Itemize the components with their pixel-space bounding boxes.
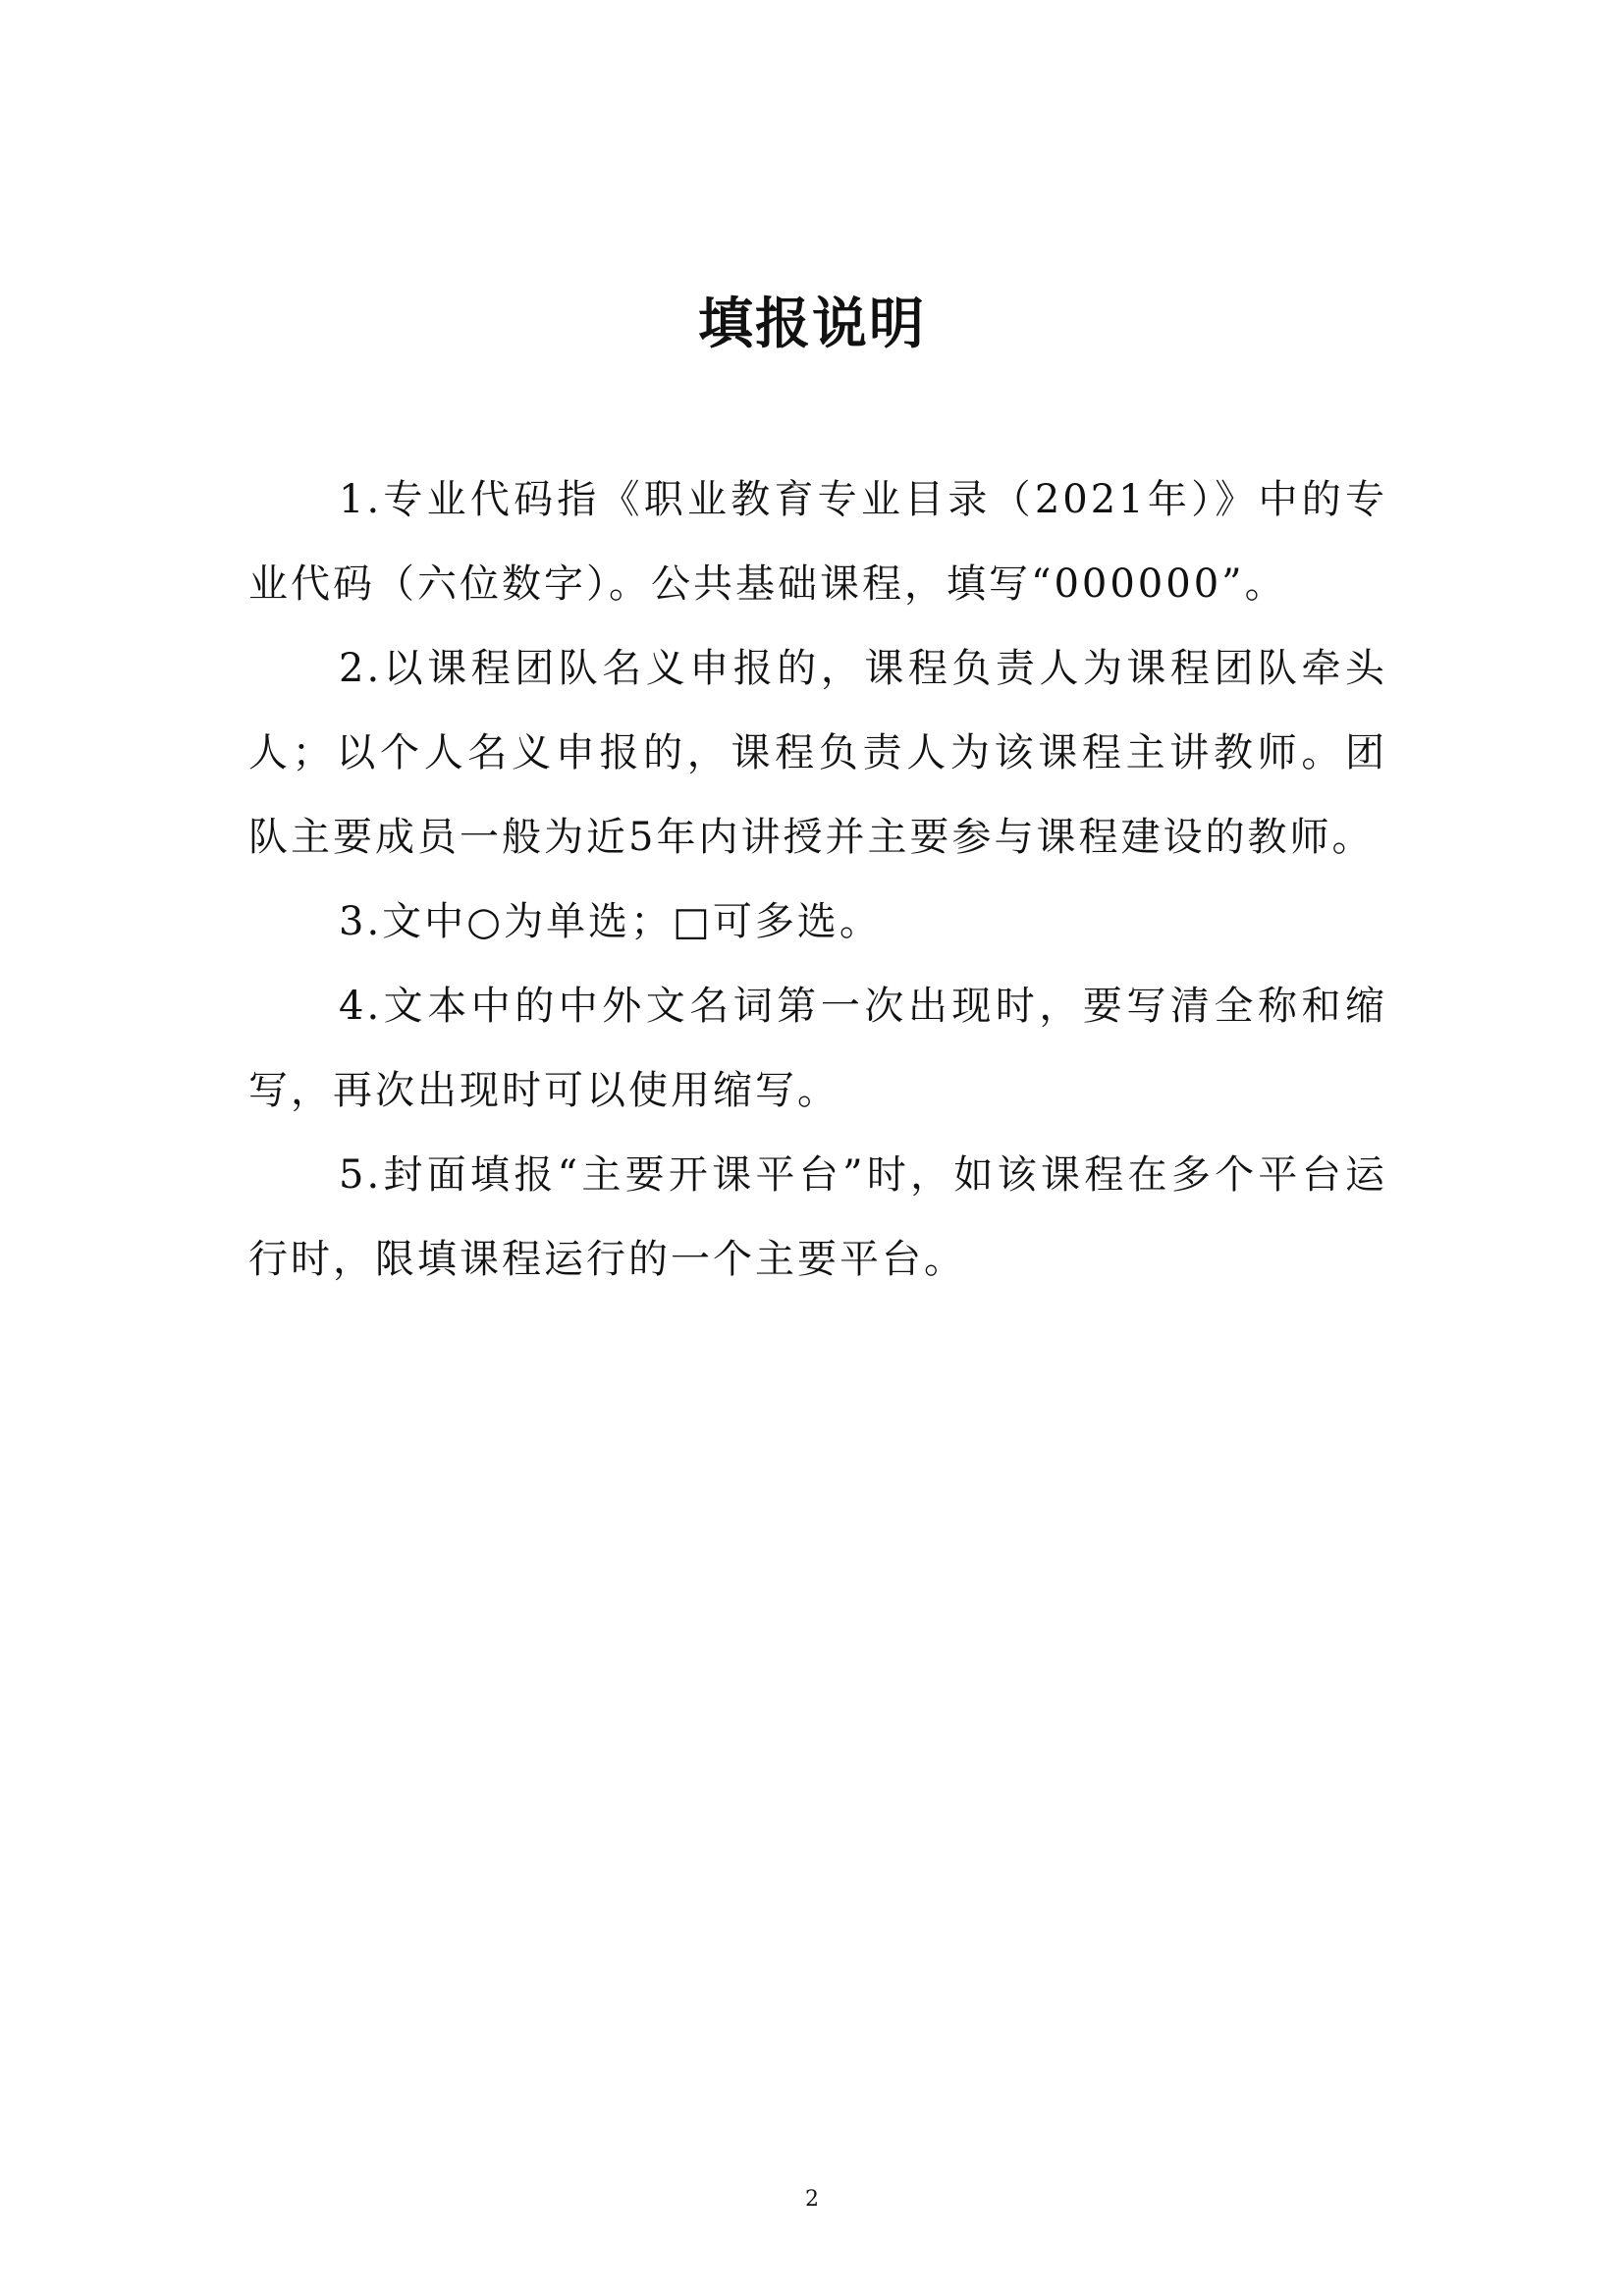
instruction-item-1: 1.专业代码指《职业教育专业目录（2021年）》中的专业代码（六位数字）。公共基础课程，填写“000000”。 bbox=[248, 477, 1387, 607]
instructions-body bbox=[248, 457, 1387, 1302]
instruction-item-3: 3.文中○为单选；□可多选。 bbox=[339, 899, 882, 944]
instruction-item-5: 5.封面填报“主要开课平台”时，如该课程在多个平台运行时，限填课程运行的一个主要平台。 bbox=[248, 1152, 1387, 1282]
instruction-item-2: 2.以课程团队名义申报的，课程负责人为课程团队牵头人；以个人名义申报的，课程负责人为该课程主讲教师。团队主要成员一般为近5年内讲授并主要参与课程建设的教师。 bbox=[248, 646, 1387, 860]
page-title: 填报说明 bbox=[698, 292, 926, 356]
page-number: 2 bbox=[805, 2187, 819, 2212]
instruction-item-4: 4.文本中的中外文名词第一次出现时，要写清全称和缩写，再次出现时可以使用缩写。 bbox=[248, 984, 1387, 1113]
